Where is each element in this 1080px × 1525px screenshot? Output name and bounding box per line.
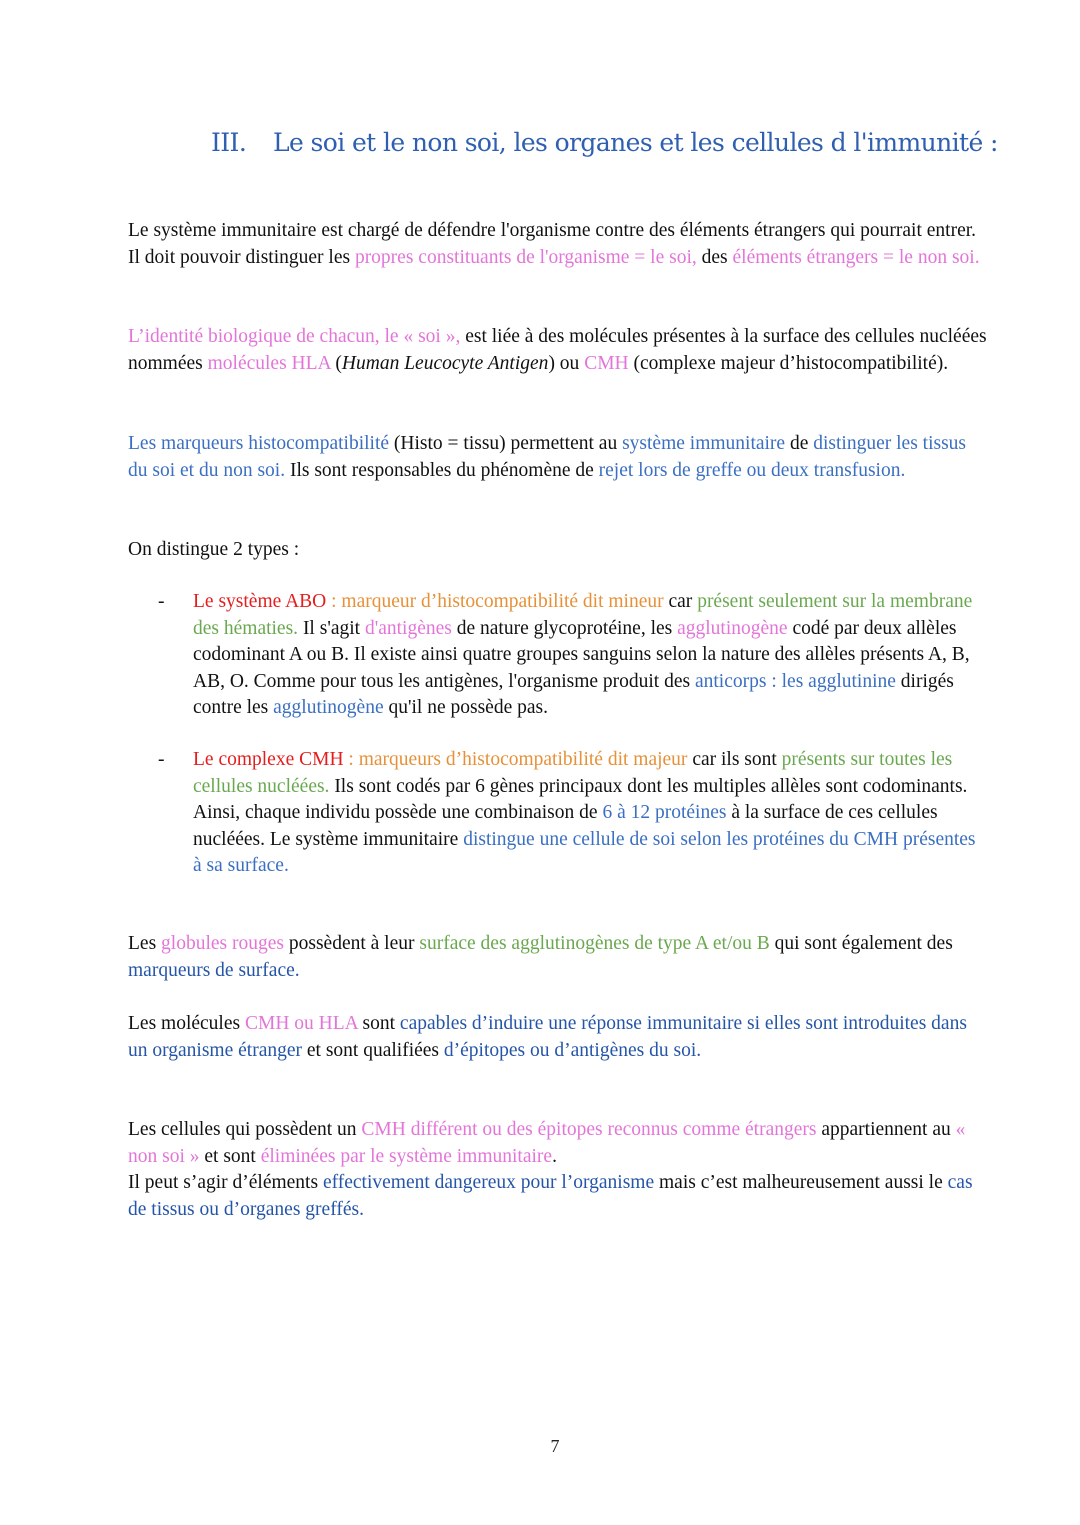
text-span: Il peut s’agir d’éléments xyxy=(128,1172,323,1193)
highlight-non-soi: « non soi » xyxy=(128,1119,966,1167)
text-span: Les cellules qui possèdent un xyxy=(128,1119,362,1140)
text-span: dirigés contre les xyxy=(193,670,954,718)
text-span: appartiennent au xyxy=(816,1119,956,1140)
highlight-grafted: cas de tissus ou d’organes greffés. xyxy=(128,1172,973,1220)
section-number: III. xyxy=(211,128,247,157)
text-span: ) ou xyxy=(548,352,585,374)
text-span: et sont xyxy=(199,1145,261,1167)
text-span: qui sont également des xyxy=(769,933,953,954)
highlight-red-cells: globules rouges xyxy=(161,933,284,954)
highlight-distinguish: distinguer les tissus du soi et du non soi. xyxy=(128,433,967,481)
highlight-nucleated-cells: présents sur toutes les cellules nucléées. xyxy=(193,749,953,797)
highlight-different-cmh: CMH différent ou des épitopes reconnus comme étrangers xyxy=(361,1119,817,1140)
highlight-immune-response: capables d’induire une réponse immunitaire si elles sont introduites dans un organisme étranger xyxy=(128,1013,967,1061)
section-title: Le soi et le non soi, les organes et les cellules d l'immunité : xyxy=(273,128,998,157)
text-span: (Histo = tissu) permettent au xyxy=(389,433,623,454)
highlight-distinguish-cell: distingue une cellule de soi selon les protéines du CMH présentes à sa surface. xyxy=(193,828,976,876)
text-span: est liée à des molécules présentes à la surface des cellules nucléées nommées xyxy=(128,326,987,374)
highlight-identity: L’identité biologique de chacun, le « soi », xyxy=(128,326,461,347)
text-span: codé par deux allèles codominant A ou B. Il existe ainsi quatre groupes sanguins selon la nature des allèles présents A, B, AB, O. Comme pour tous les antigènes, l'organisme produit des xyxy=(193,617,970,692)
paragraph-non-soi xyxy=(128,1117,988,1223)
text-span: On distingue 2 types : xyxy=(128,539,300,560)
text-span: car ils sont xyxy=(687,749,782,770)
text-span: Les molécules xyxy=(128,1013,245,1034)
text-span: mais c’est malheureusement aussi le xyxy=(654,1172,948,1193)
text-span: Le système immunitaire est chargé de défendre l'organisme contre des éléments étrangers qui pourrait entrer. Il doit pouvoir distinguer les xyxy=(128,220,977,268)
highlight-antibodies: anticorps : les agglutinine xyxy=(694,670,896,692)
bullet-dash: - xyxy=(158,749,165,770)
text-span: : xyxy=(326,591,342,612)
text-span: Ils sont responsables du phénomène de xyxy=(285,459,599,481)
paragraph-red-cells xyxy=(128,931,988,984)
term-cmh: Le complexe CMH xyxy=(193,749,344,770)
text-span: qu'il ne possède pas. xyxy=(383,697,548,718)
term-abo: Le système ABO xyxy=(193,591,327,612)
text-span: : xyxy=(343,749,359,770)
text-span: ( xyxy=(330,352,342,374)
highlight-dangerous: effectivement dangereux pour l’organisme xyxy=(322,1172,655,1193)
italic-term: Human Leucocyte Antigen xyxy=(341,352,549,374)
highlight-surface-markers: marqueurs de surface. xyxy=(128,959,300,981)
paragraph-intro xyxy=(128,218,988,271)
highlight-markers: Les marqueurs histocompatibilité xyxy=(128,433,390,454)
highlight-epitopes: d’épitopes ou d’antigènes du soi. xyxy=(443,1039,702,1061)
text-span: Les xyxy=(128,933,162,954)
highlight-non-soi: éléments étrangers = le non soi. xyxy=(732,246,980,268)
highlight-rejection: rejet lors de greffe ou deux transfusion. xyxy=(598,459,906,481)
paragraph-cmh-hla xyxy=(128,1011,988,1064)
text-span: possèdent à leur xyxy=(283,933,420,954)
text-span: . xyxy=(552,1145,557,1167)
text-span: de nature glycoprotéine, les xyxy=(451,617,678,639)
highlight-eliminated: éliminées par le système immunitaire xyxy=(260,1145,553,1167)
highlight-cmh-hla: CMH ou HLA xyxy=(244,1013,358,1034)
text-span: des xyxy=(696,246,733,268)
section-heading xyxy=(211,128,1011,157)
page-number: 7 xyxy=(550,1436,560,1456)
highlight-minor: marqueur d’histocompatibilité dit mineur xyxy=(341,591,664,612)
text-span: de xyxy=(785,433,814,454)
paragraph-markers xyxy=(128,431,988,484)
list-item-cmh xyxy=(158,747,988,880)
highlight-agglutinogen: agglutinogène xyxy=(677,617,788,639)
highlight-cmh: CMH xyxy=(584,352,629,374)
text-span: Ils sont codés par 6 gènes principaux dont les multiples allèles sont codominants. Ainsi, chaque individu possède une combinaison de xyxy=(193,775,968,823)
bullet-dash: - xyxy=(158,591,165,612)
highlight-hla: molécules HLA xyxy=(207,352,331,374)
paragraph-types-intro xyxy=(128,537,988,564)
list-item-abo xyxy=(158,589,988,722)
highlight-hematies: présent seulement sur la membrane des hématies. xyxy=(193,591,973,639)
text-span: car xyxy=(663,591,698,612)
paragraph-identity xyxy=(128,324,988,377)
text-span: et sont qualifiées xyxy=(302,1039,444,1061)
highlight-immune-system: système immunitaire xyxy=(622,433,786,454)
highlight-soi: propres constituants de l'organisme = le soi, xyxy=(354,246,697,268)
highlight-agglutinogen: agglutinogène xyxy=(273,697,384,718)
text-span: à la surface de ces cellules nucléées. Le système immunitaire xyxy=(193,802,938,850)
highlight-proteins: 6 à 12 protéines xyxy=(602,802,727,823)
text-span: (complexe majeur d’histocompatibilité). xyxy=(628,352,949,374)
highlight-major: marqueurs d’histocompatibilité dit majeur xyxy=(358,749,688,770)
highlight-agglutinogens: surface des agglutinogènes de type A et/ou B xyxy=(419,933,770,954)
text-span: Il s'agit xyxy=(298,617,365,639)
text-span: sont xyxy=(357,1013,400,1034)
highlight-antigens: d'antigènes xyxy=(364,617,452,639)
